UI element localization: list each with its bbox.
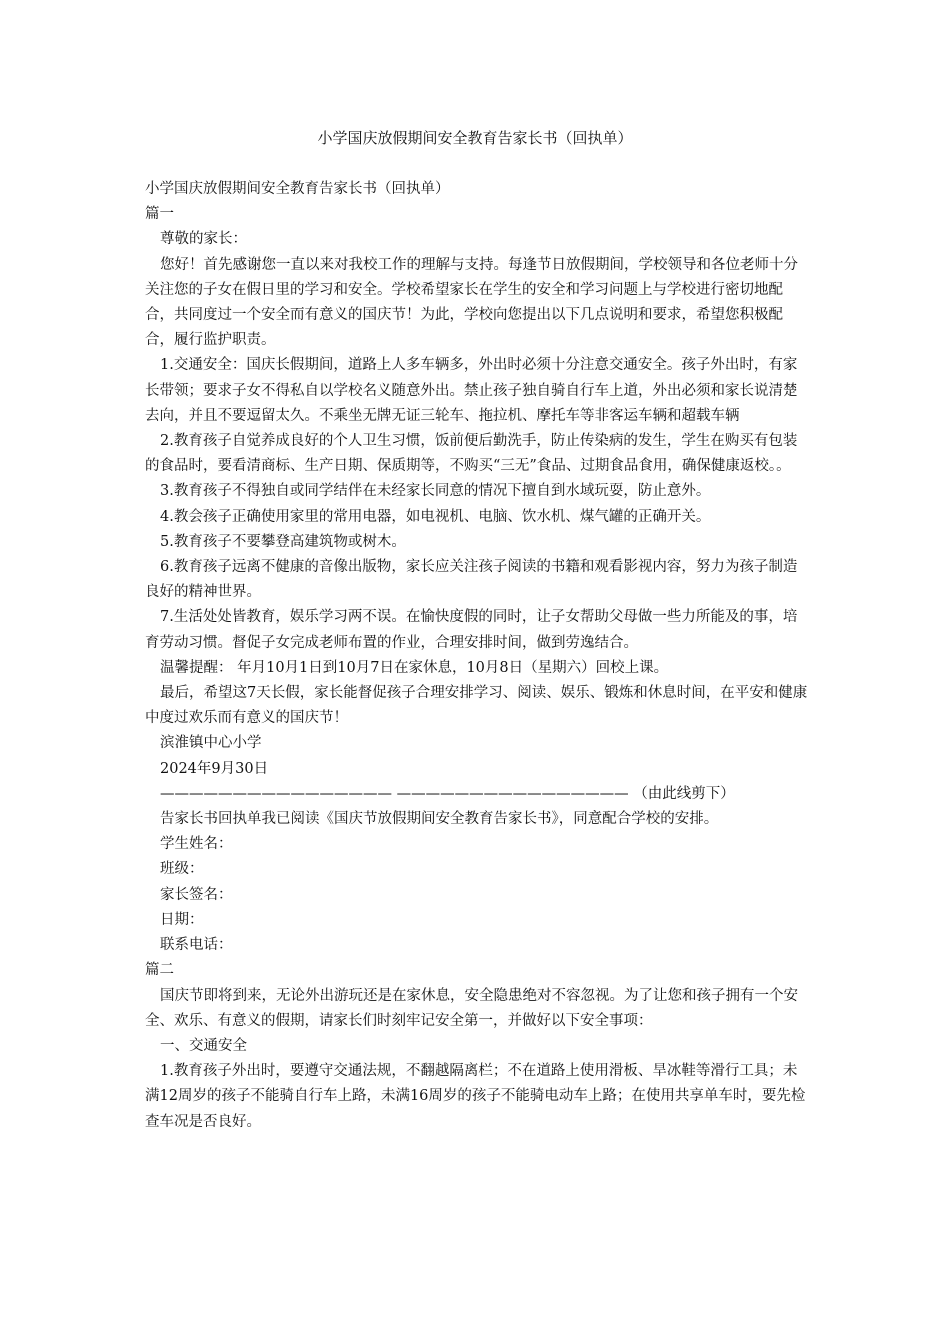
paragraph: 温馨提醒： 年月10月1日到10月7日在家休息，10月8日（星期六）回校上课。 — [160, 659, 669, 676]
paragraph: 篇二 — [145, 962, 174, 979]
document-body — [145, 177, 810, 1135]
paragraph: 尊敬的家长： — [160, 231, 247, 248]
paragraph: 小学国庆放假期间安全教育告家长书（回执单） — [145, 181, 450, 197]
paragraph: 篇一 — [145, 206, 174, 223]
paragraph: 1.教育孩子外出时，要遵守交通法规，不翻越隔离栏；不在道路上使用滑板、旱冰鞋等滑行工具；未满12周岁的孩子不能骑自行车上路，未满16周岁的孩子不能骑电动车上路；在使用共享单车时，要先检查车况是否良好。 — [145, 1063, 806, 1130]
paragraph: 国庆节即将到来，无论外出游玩还是在家休息，安全隐患绝对不容忽视。为了让您和孩子拥有一个安全、欢乐、有意义的假期，请家长们时刻牢记安全第一，并做好以下安全事项： — [145, 987, 798, 1029]
document-title: 小学国庆放假期间安全教育告家长书（回执单） — [317, 129, 633, 147]
paragraph: 学生姓名： — [160, 836, 233, 853]
paragraph: 3.教育孩子不得独自或同学结伴在未经家长同意的情况下擅自到水域玩耍，防止意外。 — [160, 483, 711, 500]
paragraph: 最后，希望这7天长假，家长能督促孩子合理安排学习、阅读、娱乐、锻炼和休息时间，在平安和健康中度过欢乐而有意义的国庆节！ — [145, 685, 808, 727]
paragraph: 2.教育孩子自觉养成良好的个人卫生习惯，饭前便后勤洗手，防止传染病的发生，学生在购买有包装的食品时，要看清商标、生产日期、保质期等，不购买“三无”食品、过期食品食用，确保健康返校。。 — [145, 433, 798, 475]
paragraph: 7.生活处处皆教育，娱乐学习两不误。在愉快度假的同时，让子女帮助父母做一些力所能及的事，培育劳动习惯。督促子女完成老师布置的作业，合理安排时间，做到劳逸结合。 — [145, 609, 798, 651]
paragraph: 您好！首先感谢您一直以来对我校工作的理解与支持。每逢节日放假期间，学校领导和各位老师十分关注您的子女在假日里的学习和安全。学校希望家长在学生的安全和学习问题上与学校进行密切地配合，共同度过一个安全而有意义的国庆节！为此，学校向您提出以下几点说明和要求，希望您积极配合，履行监护职责。 — [145, 256, 798, 349]
paragraph: 班级： — [160, 861, 204, 878]
paragraph: 滨淮镇中心小学 — [160, 735, 262, 752]
paragraph: 5.教育孩子不要攀登高建筑物或树木。 — [160, 533, 406, 550]
paragraph: 家长签名： — [160, 886, 233, 903]
paragraph: 4.教会孩子正确使用家里的常用电器，如电视机、电脑、饮水机、煤气罐的正确开关。 — [160, 508, 711, 525]
paragraph: 告家长书回执单我已阅读《国庆节放假期间安全教育告家长书》，同意配合学校的安排。 — [160, 811, 719, 828]
paragraph: 1.交通安全：国庆长假期间，道路上人多车辆多，外出时必须十分注意交通安全。孩子外出时，有家长带领；要求子女不得私自以学校名义随意外出。禁止孩子独自骑自行车上道，外出必须和家长说清楚去向，并且不要逗留太久。不乘坐无牌无证三轮车、拖拉机、摩托车等非客运车辆和超载车辆 — [145, 357, 798, 424]
paragraph: 6.教育孩子远离不健康的音像出版物，家长应关注孩子阅读的书籍和观看影视内容，努力为孩子制造良好的精神世界。 — [145, 559, 798, 601]
paragraph: 一、交通安全 — [160, 1037, 247, 1054]
paragraph: 联系电话： — [160, 937, 233, 954]
paragraph: 2024年9月30日 — [160, 760, 269, 777]
paragraph: 日期： — [160, 911, 204, 928]
cut-line: ———————————————— ———————————————— （由此线剪下） — [160, 785, 735, 802]
